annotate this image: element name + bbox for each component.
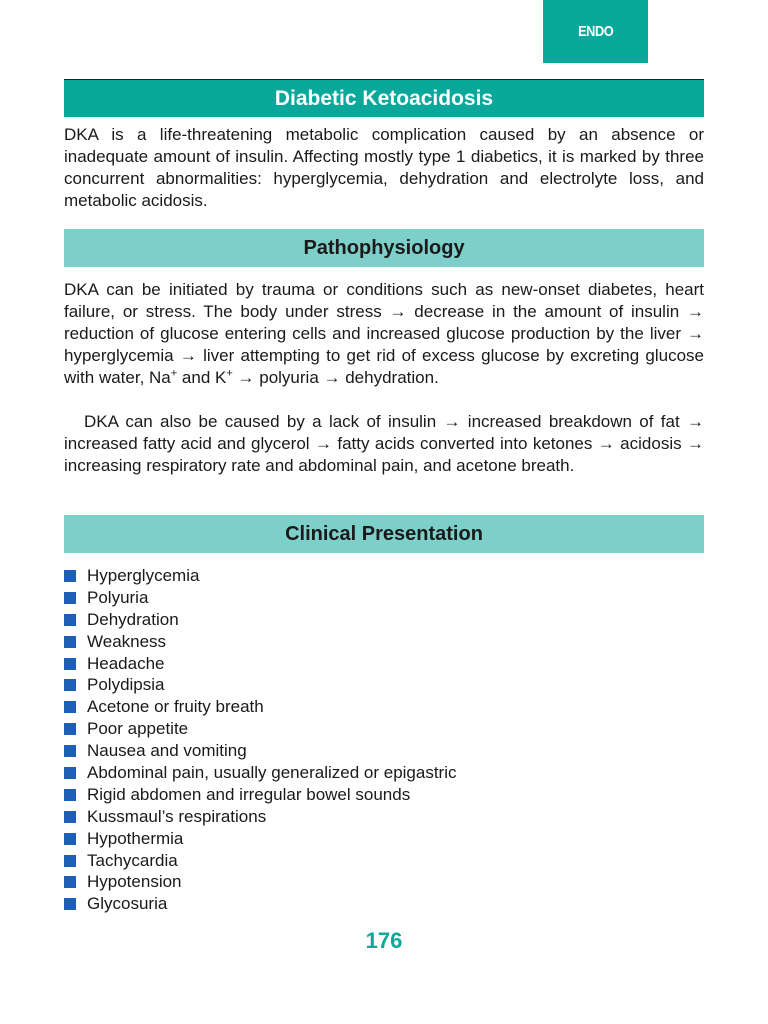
list-item [64, 893, 704, 915]
square-bullet-icon [64, 636, 76, 648]
list-item-text: Polydipsia [87, 675, 165, 695]
list-item-text: Dehydration [87, 609, 179, 629]
square-bullet-icon [64, 592, 76, 604]
square-bullet-icon [64, 679, 76, 691]
potassium-charge: + [226, 367, 233, 380]
square-bullet-icon [64, 855, 76, 867]
list-item-text: Poor appetite [87, 719, 189, 739]
list-item [64, 871, 704, 893]
list-item-text: Polyuria [87, 587, 149, 607]
square-bullet-icon [64, 789, 76, 801]
square-bullet-icon [64, 876, 76, 888]
square-bullet-icon [64, 767, 76, 779]
list-item [64, 828, 704, 850]
square-bullet-icon [64, 833, 76, 845]
pathophysiology-paragraph-2: DKA can also be caused by a lack of insulin → increased breakdown of fat → increased fatty acid and glycerol → fatty acids converted into ketones → acidosis → increasing respiratory rate and abdominal pain, and acetone breath. [64, 412, 704, 475]
list-item-text: Hypothermia [87, 828, 184, 848]
square-bullet-icon [64, 614, 76, 626]
square-bullet-icon [64, 723, 76, 735]
list-item [64, 653, 704, 675]
list-item-text: Glycosuria [87, 894, 168, 914]
intro-paragraph: DKA is a life-threatening metabolic complication caused by an absence or inadequate amount of insulin. Affecting mostly type 1 diabetics, it is marked by three concurrent abnormalities: hyperglycemia, dehydration and electrolyte loss, and metabolic acidosis. [64, 125, 704, 210]
section-tab-endo [543, 0, 648, 63]
list-item [64, 565, 704, 587]
list-item-text: Rigid abdomen and irregular bowel sounds [87, 784, 411, 804]
pathophysiology-text-part-2: and K [177, 368, 227, 387]
list-item-text: Nausea and vomiting [87, 741, 247, 761]
list-item-text: Abdominal pain, usually generalized or epigastric [87, 762, 457, 782]
list-item [64, 718, 704, 740]
list-item-text: Acetone or fruity breath [87, 697, 264, 717]
clinical-presentation-list [64, 565, 704, 915]
list-item-text: Headache [87, 653, 165, 673]
list-item [64, 784, 704, 806]
pathophysiology-text-part-3: → polyuria → dehydration. [232, 368, 439, 387]
list-item [64, 762, 704, 784]
list-item [64, 696, 704, 718]
list-item [64, 740, 704, 762]
list-item [64, 631, 704, 653]
page-title: Diabetic Ketoacidosis [64, 80, 704, 117]
list-item [64, 587, 704, 609]
page-number: 176 [365, 928, 403, 953]
list-item [64, 850, 704, 872]
square-bullet-icon [64, 898, 76, 910]
list-item [64, 609, 704, 631]
square-bullet-icon [64, 658, 76, 670]
pathophysiology-heading: Pathophysiology [64, 229, 704, 267]
section-tab-label: ENDO [577, 23, 614, 40]
list-item [64, 674, 704, 696]
square-bullet-icon [64, 570, 76, 582]
list-item-text: Kussmaul’s respirations [87, 806, 267, 826]
clinical-presentation-heading: Clinical Presentation [64, 515, 704, 553]
list-item-text: Hyperglycemia [87, 565, 200, 585]
square-bullet-icon [64, 811, 76, 823]
list-item-text: Weakness [87, 631, 167, 651]
square-bullet-icon [64, 745, 76, 757]
pathophysiology-paragraph-1 [64, 279, 704, 389]
sodium-charge: + [170, 367, 178, 380]
pathophysiology-text-part-1: DKA can be initiated by trauma or conditions such as new-onset diabetes, heart failure, or stress. The body under stress → decrease in the amount of insulin → reduction of glucose entering cells and increased glucose production by the liver → hyperglycemia → liver attempting to get rid of excess glucose by excreting glucose with water, Na [64, 280, 704, 387]
list-item [64, 806, 704, 828]
list-item-text: Hypotension [87, 872, 182, 892]
square-bullet-icon [64, 701, 76, 713]
list-item-text: Tachycardia [87, 850, 178, 870]
